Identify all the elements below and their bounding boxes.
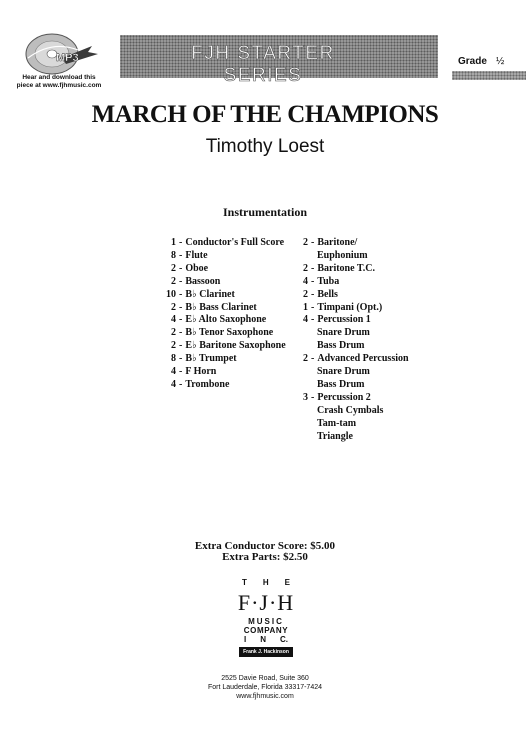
instrument-name: B♭ Clarinet xyxy=(185,288,235,300)
instrument-name: Timpani (Opt.) xyxy=(317,301,383,313)
dash-separator: - xyxy=(179,353,183,365)
logo-the-letter: H xyxy=(262,578,269,587)
instrument-row xyxy=(150,327,286,340)
instrument-row xyxy=(298,276,409,289)
instrument-quantity: 2 xyxy=(171,262,176,274)
instrument-row xyxy=(150,353,286,366)
instrument-quantity: 2 xyxy=(303,353,308,365)
address-street: 2525 Davie Road, Suite 360 xyxy=(221,675,309,682)
instrument-row xyxy=(150,302,286,315)
instrument-subpart: Tam-tam xyxy=(317,417,357,429)
instrument-quantity: 2 xyxy=(303,237,308,248)
instrument-name: Bells xyxy=(317,288,338,300)
instrument-name: E♭ Alto Saxophone xyxy=(185,314,267,326)
logo-music: MUSIC xyxy=(248,617,284,626)
instrument-quantity: 8 xyxy=(171,249,176,261)
instrument-list-left xyxy=(150,237,286,392)
logo-inc-letter: I xyxy=(244,635,247,644)
instrument-name: B♭ Bass Clarinet xyxy=(185,301,257,313)
instrument-quantity: 2 xyxy=(303,288,308,300)
instrument-quantity: 1 xyxy=(171,237,176,248)
instrument-row xyxy=(150,250,286,263)
instrument-name: Tuba xyxy=(317,275,340,287)
instrument-name: Advanced Percussion xyxy=(317,353,409,365)
grade-value: ½ xyxy=(496,56,505,67)
conductor-score-price: Extra Conductor Score: $5.00 xyxy=(194,540,336,552)
download-note-line-2: piece at www.fjhmusic.com xyxy=(16,82,102,89)
instrument-subpart: Euphonium xyxy=(317,249,368,261)
dash-separator: - xyxy=(179,262,183,274)
instrument-name: Percussion 2 xyxy=(317,391,371,403)
instrument-quantity: 4 xyxy=(303,275,308,287)
instrument-quantity: 2 xyxy=(171,327,176,339)
instrument-row xyxy=(298,353,409,366)
dash-separator: - xyxy=(311,353,315,365)
instrument-name: B♭ Tenor Saxophone xyxy=(185,327,274,339)
logo-inc-letter: C. xyxy=(279,635,288,644)
extra-parts-price: Extra Parts: $2.50 xyxy=(222,551,308,563)
logo-the xyxy=(236,578,296,587)
instrument-name: Flute xyxy=(185,249,208,261)
instrumentation-heading: Instrumentation xyxy=(222,205,307,219)
instrument-row xyxy=(150,263,286,276)
logo-signature: Frank J. Hackinson xyxy=(239,647,293,657)
instrument-subpart: Bass Drum xyxy=(317,340,365,352)
logo-inc-letter: N xyxy=(260,635,266,644)
logo-the-letter: T xyxy=(242,578,247,587)
instrument-name: Percussion 1 xyxy=(317,314,371,326)
dash-separator: - xyxy=(311,288,315,300)
download-note[interactable] xyxy=(4,74,114,90)
dash-separator: - xyxy=(179,378,183,390)
instrument-quantity: 4 xyxy=(171,314,176,326)
instrument-subpart: Snare Drum xyxy=(317,366,370,378)
dash-separator: - xyxy=(179,288,183,300)
dash-separator: - xyxy=(311,391,315,403)
fjh-publisher-logo xyxy=(236,578,296,670)
dash-separator: - xyxy=(179,237,183,248)
instrument-name: Conductor's Full Score xyxy=(185,237,285,248)
instrument-subpart: Crash Cymbals xyxy=(317,404,384,416)
instrument-quantity: 2 xyxy=(171,340,176,352)
instrument-name: E♭ Baritone Saxophone xyxy=(185,340,286,352)
instrument-row xyxy=(298,263,409,276)
instrument-list-right xyxy=(298,237,409,444)
logo-inc xyxy=(236,635,296,644)
instrument-row xyxy=(298,289,409,302)
dash-separator: - xyxy=(311,262,315,274)
dash-separator: - xyxy=(179,314,183,326)
address-city: Fort Lauderdale, Florida 33317-7424 xyxy=(207,684,323,691)
instrument-quantity: 4 xyxy=(171,366,176,378)
download-note-line-1: Hear and download this xyxy=(22,74,96,81)
instrument-name: Baritone/ xyxy=(317,237,358,248)
instrument-quantity: 8 xyxy=(171,353,176,365)
grade-banner xyxy=(452,71,526,80)
mp3-disc-logo[interactable] xyxy=(22,28,100,76)
logo-company: COMPANY xyxy=(243,626,289,635)
instrument-name: F Horn xyxy=(185,366,217,378)
instrument-name: Oboe xyxy=(185,262,209,274)
instrument-row xyxy=(298,392,409,405)
dash-separator: - xyxy=(179,366,183,378)
dash-separator: - xyxy=(311,314,315,326)
instrument-row xyxy=(150,237,286,250)
dash-separator: - xyxy=(311,301,315,313)
dash-separator: - xyxy=(179,301,183,313)
instrument-quantity: 4 xyxy=(303,314,308,326)
logo-the-letter: E xyxy=(284,578,290,587)
instrument-quantity: 4 xyxy=(171,378,176,390)
instrument-row xyxy=(298,302,409,315)
instrument-quantity: 2 xyxy=(171,301,176,313)
instrument-row xyxy=(150,289,286,302)
instrument-row xyxy=(150,379,286,392)
mp3-badge-text: MP3 xyxy=(56,52,79,64)
instrument-name: B♭ Trumpet xyxy=(185,353,237,365)
instrument-row xyxy=(298,237,409,250)
instrument-subpart: Triangle xyxy=(317,430,353,442)
composer-name: Timothy Loest xyxy=(205,136,325,157)
instrument-name: Baritone T.C. xyxy=(317,262,376,274)
dash-separator: - xyxy=(311,275,315,287)
instrument-row xyxy=(298,314,409,327)
instrument-row xyxy=(150,366,286,379)
dash-separator: - xyxy=(179,340,183,352)
instrument-quantity: 1 xyxy=(303,301,308,313)
instrument-quantity: 3 xyxy=(303,391,308,403)
instrument-quantity: 2 xyxy=(303,262,308,274)
dash-separator: - xyxy=(179,327,183,339)
instrument-name: Trombone xyxy=(185,378,230,390)
instrument-quantity: 2 xyxy=(171,275,176,287)
dash-separator: - xyxy=(311,237,315,248)
dash-separator: - xyxy=(179,275,183,287)
grade-label: Grade xyxy=(458,56,487,67)
piece-title: MARCH OF THE CHAMPIONS xyxy=(91,101,439,128)
publisher-website-link[interactable]: www.fjhmusic.com xyxy=(236,693,294,700)
instrument-name: Bassoon xyxy=(185,275,221,287)
instrument-row xyxy=(150,276,286,289)
instrument-subpart: Bass Drum xyxy=(317,378,365,390)
series-title: FJH STARTER SERIES xyxy=(191,43,335,86)
instrument-row xyxy=(150,340,286,353)
instrument-row xyxy=(150,314,286,327)
logo-fjh: F·J·H xyxy=(237,590,295,615)
instrument-quantity: 10 xyxy=(166,288,176,300)
instrument-subpart: Snare Drum xyxy=(317,327,370,339)
dash-separator: - xyxy=(179,249,183,261)
